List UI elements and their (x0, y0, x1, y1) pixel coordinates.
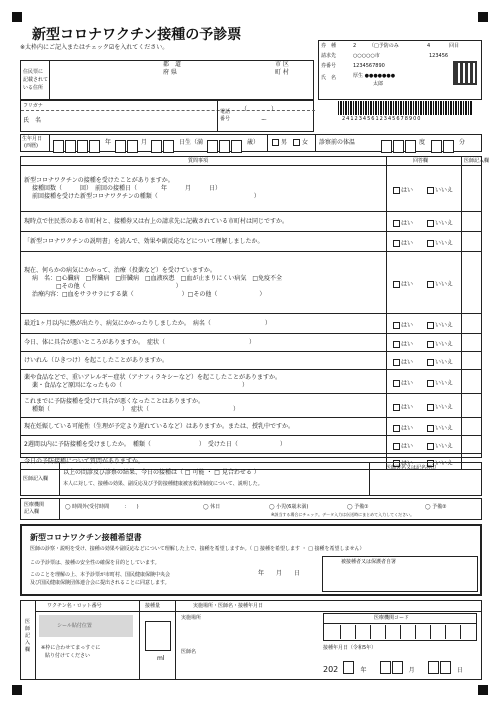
question-text: 治療内容：□血をサラサラにする薬（ ）□その他（ ） (32, 291, 266, 298)
institution-row: 医療機関 記入欄 ◯ 時間外(受付時間 ： ) ◯ 休日 ◯ 小児(6歳未満) ◯ 予備① ◯ 予備② ※該当する場合にチェック。データ入力は伝送時にまとめて入力してください。 (20, 498, 482, 520)
yes-option[interactable]: はい (393, 320, 413, 329)
no-option[interactable]: いいえ (427, 423, 453, 432)
answer-cell (386, 166, 462, 211)
address-field[interactable] (51, 79, 311, 97)
temperature-decimal-input[interactable] (431, 136, 455, 155)
question-row (20, 370, 482, 394)
answer-cell (386, 232, 462, 251)
option-holiday[interactable]: ◯ 休日 (203, 504, 221, 510)
doctor-section: 医師記入欄 以上の問診及び診察の結果、今日の接種は（ □ 可能 ・ □ 見合わせる ） 本人に対して、接種の効果、副反応及び予防接種健康被害救済制度について、説明した。 医師署名又は記名押印 (20, 462, 482, 496)
doctor-note-cell[interactable] (464, 166, 480, 212)
no-checkbox[interactable] (427, 341, 434, 348)
yes-checkbox[interactable] (393, 322, 400, 329)
doctor-note-cell[interactable] (464, 436, 480, 454)
corner-mark (478, 685, 488, 695)
yes-option[interactable]: はい (393, 238, 413, 247)
no-option[interactable]: いいえ (427, 458, 453, 467)
phone-field[interactable] (233, 105, 311, 127)
no-checkbox[interactable] (427, 281, 434, 288)
question-text: けいれん（ひきつけ）を起こしたことがありますか。 (24, 357, 169, 364)
qr-code-icon (453, 61, 477, 85)
male-checkbox[interactable] (272, 139, 279, 146)
question-text: 種類（ ） 症状（ ） (32, 406, 240, 413)
question-text: 現在、何らかの病気にかかって、治療（投薬など）を受けていますか。 (24, 267, 216, 274)
yes-option[interactable]: はい (393, 423, 413, 432)
question-text: 今日の予防接種について質問がありますか。 (24, 458, 144, 465)
age-input[interactable] (207, 136, 243, 155)
no-option[interactable]: いいえ (427, 339, 453, 348)
question-row (20, 232, 482, 252)
question-text: 現在妊娠している可能性（生理が予定より遅れているなど）はありますか。または、授乳中ですか。 (24, 423, 295, 430)
question-row (20, 418, 482, 436)
no-option[interactable]: いいえ (427, 357, 453, 366)
question-row (20, 352, 482, 370)
address-block: 住民票に 記載されて いる住所 都 道 府 県 市 区 町 村 (20, 60, 314, 100)
no-checkbox[interactable] (427, 380, 434, 387)
no-option[interactable]: いいえ (427, 238, 453, 247)
name-block: フリガナ 氏 名 電話 番号 （ ） ー (20, 100, 314, 132)
barcode-number: 2412345612345678900 (342, 116, 422, 122)
question-text: 新型コロナワクチンの接種を受けたことがありますか。 (24, 177, 174, 184)
question-text: 現時点で住民票のある市町村と、接種券又は右上の請求先に記載されている市町村は同じですか。 (24, 218, 289, 225)
yes-checkbox[interactable] (393, 404, 400, 411)
doctor-signature-field[interactable] (372, 473, 478, 493)
name-field[interactable] (51, 111, 211, 131)
yes-checkbox[interactable] (393, 359, 400, 366)
no-checkbox[interactable] (427, 443, 434, 450)
dose-field[interactable] (145, 621, 171, 651)
vaccination-date[interactable]: 202 年 月 日 (323, 657, 463, 676)
question-row (20, 436, 482, 454)
birth-year-input[interactable] (53, 136, 101, 155)
answer-cell (386, 314, 462, 333)
yes-checkbox[interactable] (393, 240, 400, 247)
birth-month-input[interactable] (115, 136, 139, 155)
yes-checkbox[interactable] (393, 443, 400, 450)
question-text: 接種回数（ 回） 前回の接種日（ 年 月 日） (32, 185, 222, 192)
yes-option[interactable]: はい (393, 357, 413, 366)
question-text: 病 名：□心臓病 □腎臓病 □肝臓病 □血液疾患 □血が止まりにくい病気 □免疫不全 (32, 275, 283, 282)
yes-option[interactable]: はい (393, 339, 413, 348)
yes-option[interactable]: はい (393, 402, 413, 411)
question-text: 薬・食品など原因になったもの（ ） (32, 382, 249, 389)
option-reserve-2[interactable]: ◯ 予備② (425, 504, 447, 510)
yes-option[interactable]: はい (393, 185, 413, 194)
yes-option[interactable]: はい (393, 441, 413, 450)
corner-mark (478, 12, 488, 22)
doctor-note-cell[interactable] (464, 252, 480, 314)
no-option[interactable]: いいえ (427, 218, 453, 227)
option-after-hours[interactable]: ◯ 時間外(受付時間 ： ) (65, 504, 139, 510)
option-child[interactable]: ◯ 小児(6歳未満) (269, 504, 309, 510)
question-text: 「新型コロナワクチンの説明書」を読んで、効果や副反応などについて理解しましたか。 (24, 238, 264, 245)
no-checkbox[interactable] (427, 322, 434, 329)
doctor-note-cell[interactable] (464, 334, 480, 352)
birth-row: 生年月日 (西暦) 年 月 日生（満 歳） 男 女 診察前の体温 度 分 (20, 134, 482, 152)
question-text: これまでに予防接種を受けて具合が悪くなったことはありますか。 (24, 398, 205, 405)
corner-mark (12, 12, 22, 22)
yes-checkbox[interactable] (393, 187, 400, 194)
yes-option[interactable]: はい (393, 218, 413, 227)
doctor-note-cell[interactable] (464, 352, 480, 370)
doctor-note-cell[interactable] (464, 370, 480, 394)
record-table: 医師記入欄 ワクチン名・ロット番号 接種量 実施場所・医師名・接種年月日 シール貼付位置 ※枠に合わせてまっすぐに 貼り付けてください ml 実施場所 医師名 医療機関コード 接種年月日（令和5年） 202 年 月 日 (20, 600, 482, 680)
question-text: 2週間以内に予防接種を受けましたか。 種類（ ） 受けた日（ ） (24, 441, 286, 448)
question-text: 今日、体に具合が悪いところがありますか。 症状（ ） (24, 339, 256, 346)
corner-mark (12, 685, 22, 695)
yes-checkbox[interactable] (393, 341, 400, 348)
question-row (20, 314, 482, 334)
consent-signature-field[interactable] (325, 567, 475, 589)
question-row (20, 394, 482, 418)
answer-cell (386, 394, 462, 417)
option-reserve-1[interactable]: ◯ 予備① (347, 504, 369, 510)
yes-option[interactable]: はい (393, 458, 413, 467)
answer-cell (386, 418, 462, 435)
no-checkbox[interactable] (427, 425, 434, 432)
answer-cell (386, 436, 462, 453)
no-option[interactable]: いいえ (427, 378, 453, 387)
no-checkbox[interactable] (427, 359, 434, 366)
table-header: 質問事項 回答欄 医師記入欄 (20, 156, 482, 166)
no-checkbox[interactable] (427, 404, 434, 411)
consent-section: 新型コロナワクチン接種希望書 医師の診察・説明を受け、接種の効果や副反応などについて理解した上で、接種を希望しますか。（ □ 接種を希望します ・ □ 接種を希望しません） この予診票は、接種の安全性の確保を目的としています。 このことを理解の上、本予診票が市町村、国民健康保険中央会 及び国民健康保険団体連合会に提出されることに同意します。 年 月 日 被接種者又は保護者自署 (20, 524, 482, 596)
question-row (20, 252, 482, 314)
voucher-info-box: 券 種 2 （□予防のみ 4 回目 請求先 ○○○○○市 123456 券番号 1234567890 氏 名 厚生 ●●●●●●● 太郎 (318, 40, 482, 100)
doctor-note-cell[interactable] (464, 212, 480, 232)
question-text: 前回接種を受けた新型コロナワクチンの種類（ ） (32, 193, 260, 200)
doctor-note-cell[interactable] (464, 394, 480, 418)
answer-cell (386, 212, 462, 231)
doctor-note-cell[interactable] (464, 418, 480, 436)
no-checkbox[interactable] (427, 187, 434, 194)
question-text: □その他（ ） (32, 283, 182, 290)
barcode-icon (338, 101, 472, 115)
answer-cell (386, 370, 462, 393)
yes-checkbox[interactable] (393, 281, 400, 288)
no-option[interactable]: いいえ (427, 441, 453, 450)
answer-cell (386, 334, 462, 351)
doctor-note-cell[interactable] (464, 232, 480, 252)
instruction-text: ※太枠内にご記入またはチェック☑を入れてください。 (20, 44, 169, 51)
answer-cell (386, 352, 462, 369)
no-option[interactable]: いいえ (427, 279, 453, 288)
yes-checkbox[interactable] (393, 220, 400, 227)
female-checkbox[interactable] (293, 139, 300, 146)
question-row (20, 212, 482, 232)
consent-title: 新型コロナワクチン接種希望書 (30, 533, 142, 542)
no-checkbox[interactable] (427, 220, 434, 227)
institution-code-field[interactable] (326, 625, 474, 639)
answer-cell (386, 252, 462, 313)
question-text: 薬や食品などで、重いアレルギー症状（アナフィラキシーなど）を起こしたことがありますか。 (24, 374, 281, 381)
question-row (20, 166, 482, 212)
question-text: 最近1ヶ月以内に熱が出たり、病気にかかったりしましたか。 病名（ ） (24, 320, 271, 327)
yes-option[interactable]: はい (393, 279, 413, 288)
birth-day-input[interactable] (151, 136, 175, 155)
yes-option[interactable]: はい (393, 378, 413, 387)
temperature-input[interactable] (381, 136, 417, 155)
seal-position: シール貼付位置 (39, 615, 133, 637)
yes-checkbox[interactable] (393, 380, 400, 387)
doctor-note-cell[interactable] (464, 314, 480, 334)
no-option[interactable]: いいえ (427, 402, 453, 411)
no-checkbox[interactable] (427, 240, 434, 247)
no-option[interactable]: いいえ (427, 185, 453, 194)
question-row (20, 334, 482, 352)
yes-checkbox[interactable] (393, 425, 400, 432)
no-option[interactable]: いいえ (427, 320, 453, 329)
page-title: 新型コロナワクチン接種の予診票 (32, 27, 242, 43)
